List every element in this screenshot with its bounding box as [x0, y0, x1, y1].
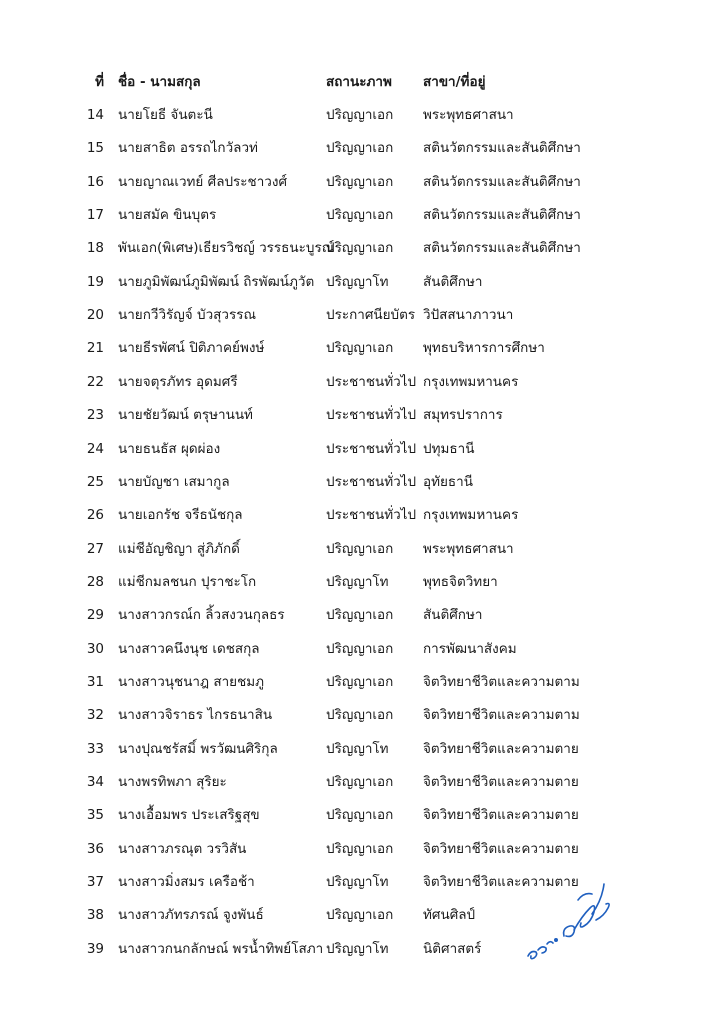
table-row — [0, 170, 726, 194]
row-name: นางปุณชรัสมิ์ พรวัฒนศิริกุล — [118, 740, 278, 757]
row-name: นายญาณเวทย์ ศีลประชาวงศ์ — [118, 173, 288, 190]
row-name: นางสาวภรณุต วรวิสัน — [118, 840, 247, 857]
row-status: ปริญญาโท — [326, 874, 389, 891]
row-branch: สตินวัตกรรมและสันติศึกษา — [423, 173, 581, 190]
row-name: นางสาวภัทรภรณ์ จูงพันธ์ — [118, 907, 264, 924]
row-no: 25 — [86, 473, 104, 490]
row-branch: จิตวิทยาชีวิตและความตาย — [423, 874, 579, 891]
row-branch: พระพุทธศาสนา — [423, 107, 514, 123]
row-branch: การพัฒนาสังคม — [423, 640, 517, 657]
row-status: ปริญญาเอก — [326, 173, 394, 190]
table-row — [0, 737, 726, 761]
row-status: ปริญญาเอก — [326, 907, 394, 924]
row-status: ประชาชนทั่วไป — [326, 473, 417, 490]
row-branch: กรุงเทพมหานคร — [423, 373, 519, 390]
row-no: 22 — [86, 373, 104, 390]
row-branch: สตินวัตกรรมและสันติศึกษา — [423, 240, 581, 257]
row-name: นางสาวคนึงนุช เดชสกุล — [118, 640, 260, 657]
row-no: 19 — [86, 273, 104, 290]
row-status: ปริญญาเอก — [326, 240, 394, 257]
row-branch: สมุทรปราการ — [423, 407, 503, 424]
row-no: 27 — [86, 540, 104, 557]
row-status: ปริญญาเอก — [326, 340, 394, 357]
row-name: แม่ชีกมลชนก ปุราชะโก — [118, 573, 257, 590]
row-no: 32 — [86, 707, 104, 724]
header-no: ที่ — [95, 74, 104, 90]
table-header — [0, 70, 726, 94]
row-status: ปริญญาเอก — [326, 840, 394, 857]
table-row — [0, 837, 726, 861]
row-status: ปริญญาโท — [326, 740, 389, 757]
row-status: ประชาชนทั่วไป — [326, 507, 417, 524]
row-name: นายโยธี จันตะนี — [118, 107, 213, 123]
row-status: ปริญญาเอก — [326, 673, 394, 690]
table-row — [0, 570, 726, 594]
signature — [520, 870, 620, 970]
header-status: สถานะภาพ — [326, 74, 392, 90]
row-name: นางสาวจิราธร ไกรธนาสิน — [118, 707, 273, 724]
row-name: นายสมัค ขินบุตร — [118, 207, 217, 224]
row-name: นายธนธัส ผุดผ่อง — [118, 440, 221, 457]
row-status: ปริญญาเอก — [326, 607, 394, 624]
row-no: 30 — [86, 640, 104, 657]
row-status: ปริญญาเอก — [326, 707, 394, 724]
row-no: 34 — [86, 774, 104, 790]
row-status: ประชาชนทั่วไป — [326, 373, 417, 390]
table-row — [0, 503, 726, 527]
row-status: ปริญญาเอก — [326, 207, 394, 224]
row-status: ปริญญาโท — [326, 273, 389, 290]
row-status: ปริญญาเอก — [326, 807, 394, 824]
row-no: 20 — [86, 307, 104, 324]
row-branch: สตินวัตกรรมและสันติศึกษา — [423, 140, 581, 157]
row-status: ปริญญาเอก — [326, 640, 394, 657]
row-branch: อุทัยธานี — [423, 473, 473, 490]
row-no: 26 — [86, 507, 104, 524]
row-no: 21 — [86, 340, 104, 357]
row-no: 15 — [86, 140, 104, 157]
row-branch: วิปัสสนาภาวนา — [423, 307, 514, 324]
row-branch: กรุงเทพมหานคร — [423, 507, 519, 524]
row-name: นายธีรพัศน์ ปิติภาคย์พงษ์ — [118, 340, 265, 357]
table-row — [0, 637, 726, 661]
header-name: ชื่อ - นามสกุล — [118, 74, 201, 90]
row-name: พันเอก(พิเศษ)เธียรวิชญ์ วรรธนะบูรณ์ — [118, 240, 335, 257]
table-row — [0, 370, 726, 394]
header-branch: สาขา/ที่อยู่ — [423, 74, 486, 90]
row-branch: พุทธจิตวิทยา — [423, 573, 498, 590]
table-row — [0, 603, 726, 627]
row-branch: จิตวิทยาชีวิตและความตาม — [423, 673, 580, 690]
row-name: นายเอกรัช จรีธนัชกุล — [118, 507, 243, 524]
row-no: 35 — [86, 807, 104, 824]
row-name: นายภูมิพัฒน์ภูมิพัฒน์ ถิรพัฒน์ภูวัต — [118, 273, 315, 290]
row-status: ปริญญาเอก — [326, 107, 394, 123]
row-name: นายสาธิต อรรถไกวัลวท่ — [118, 140, 258, 157]
row-no: 24 — [86, 440, 104, 457]
table-row — [0, 236, 726, 260]
row-no: 36 — [86, 840, 104, 857]
row-status: ปริญญาเอก — [326, 540, 394, 557]
row-name: แม่ชีอัญชิญา สู่ภิภักดิ์ — [118, 540, 240, 557]
row-name: นางสาวกนกลักษณ์ พรน้ำทิพย์โสภา — [118, 940, 324, 957]
row-branch: พุทธบริหารการศึกษา — [423, 340, 545, 357]
table-row — [0, 537, 726, 561]
row-status: ปริญญาโท — [326, 573, 389, 590]
row-status: ประชาชนทั่วไป — [326, 440, 417, 457]
row-branch: นิติศาสตร์ — [423, 940, 482, 957]
row-name: นายจตุรภัทร อุดมศรี — [118, 373, 238, 390]
row-no: 28 — [86, 573, 104, 590]
row-no: 23 — [86, 407, 104, 424]
row-name: นางสาวกรณ์ก ลิ้วสงวนกุลธร — [118, 607, 285, 624]
row-status: ประชาชนทั่วไป — [326, 407, 417, 424]
row-no: 29 — [86, 607, 104, 624]
table-row — [0, 303, 726, 327]
row-branch: พระพุทธศาสนา — [423, 540, 514, 557]
row-no: 18 — [86, 240, 104, 257]
table-row — [0, 103, 726, 127]
table-row — [0, 703, 726, 727]
row-branch: สันติศึกษา — [423, 273, 483, 290]
row-status: ปริญญาเอก — [326, 774, 394, 790]
row-name: นายชัยวัฒน์ ตรุษานนท์ — [118, 407, 253, 424]
row-no: 39 — [86, 940, 104, 957]
row-status: ประกาศนียบัตร — [326, 307, 416, 324]
row-name: นางพรทิพภา สุริยะ — [118, 774, 227, 790]
row-name: นายกวีวิรัญจ์ บัวสุวรรณ — [118, 307, 257, 324]
table-row — [0, 136, 726, 160]
row-no: 16 — [86, 173, 104, 190]
table-row — [0, 437, 726, 461]
row-branch: ทัศนศิลป์ — [423, 907, 476, 924]
row-branch: ปทุมธานี — [423, 440, 475, 457]
row-status: ปริญญาเอก — [326, 140, 394, 157]
row-no: 38 — [86, 907, 104, 924]
table-row — [0, 670, 726, 694]
row-branch: จิตวิทยาชีวิตและความตาย — [423, 807, 579, 824]
row-no: 14 — [86, 107, 104, 123]
row-name: นางสาวมิ่งสมร เครือช้า — [118, 874, 255, 891]
row-branch: สันติศึกษา — [423, 607, 483, 624]
row-branch: จิตวิทยาชีวิตและความตาม — [423, 707, 580, 724]
row-no: 31 — [86, 673, 104, 690]
table-row — [0, 803, 726, 827]
row-branch: จิตวิทยาชีวิตและความตาย — [423, 840, 579, 857]
table-row — [0, 403, 726, 427]
row-name: นางเอื้อมพร ประเสริฐสุข — [118, 807, 260, 824]
row-status: ปริญญาโท — [326, 940, 389, 957]
table-row — [0, 770, 726, 794]
row-branch: สตินวัตกรรมและสันติศึกษา — [423, 207, 581, 224]
row-no: 37 — [86, 874, 104, 891]
table-row — [0, 336, 726, 360]
row-branch: จิตวิทยาชีวิตและความตาย — [423, 740, 579, 757]
row-name: นายบัญชา เสมากูล — [118, 473, 230, 490]
row-no: 33 — [86, 740, 104, 757]
table-row — [0, 270, 726, 294]
table-row — [0, 470, 726, 494]
table-row — [0, 203, 726, 227]
row-name: นางสาวนุชนาฎ สายชมภู — [118, 673, 265, 690]
row-no: 17 — [86, 207, 104, 224]
row-branch: จิตวิทยาชีวิตและความตาย — [423, 774, 579, 790]
